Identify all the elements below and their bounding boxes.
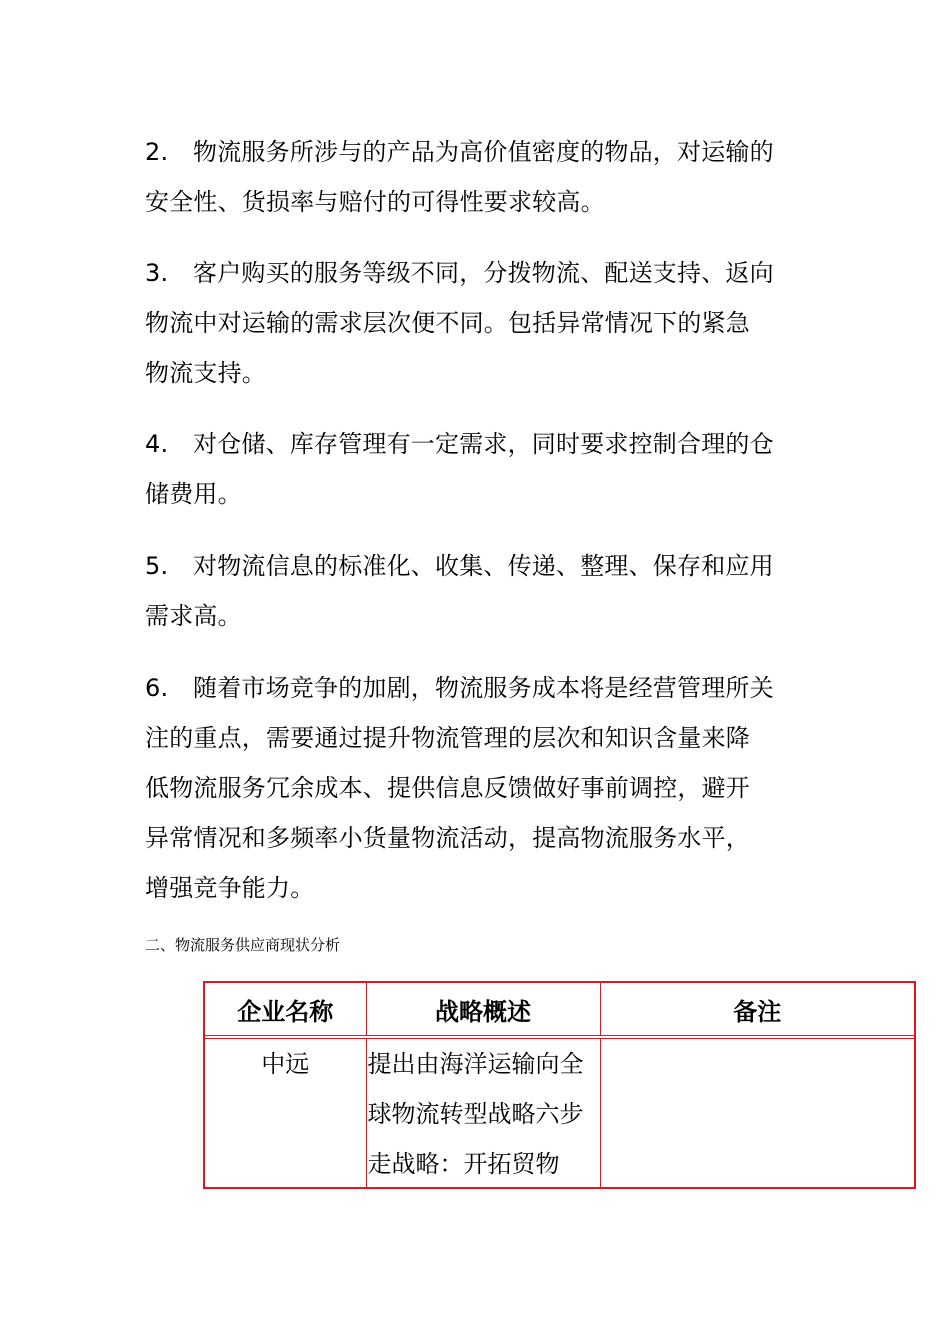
paragraph-line: 物流支持。: [145, 359, 266, 387]
section-heading: 二、物流服务供应商现状分析: [145, 936, 341, 954]
column-header-company: 企业名称: [205, 983, 366, 1037]
paragraph-number: 4.: [145, 430, 169, 458]
paragraph-4: [145, 419, 810, 519]
paragraph-5: [145, 541, 810, 641]
paragraph-text: 客户购买的服务等级不同，分拨物流、配送支持、返向: [193, 259, 774, 287]
paragraph-number: 6.: [145, 674, 169, 702]
cell-company: 中远: [205, 1037, 366, 1189]
table-row: [205, 1037, 914, 1189]
column-header-note: 备注: [600, 983, 914, 1037]
paragraph-line: 注的重点，需要通过提升物流管理的层次和知识含量来降: [145, 724, 750, 752]
paragraph-line: 需求高。: [145, 602, 242, 630]
paragraph-3: [145, 248, 810, 398]
paragraph-line: [145, 127, 810, 177]
paragraph-line: [145, 419, 810, 469]
summary-line: 球物流转型战略六步: [367, 1100, 584, 1128]
paragraph-2: [145, 127, 810, 227]
cell-strategy-summary: [366, 1037, 600, 1189]
paragraph-line: 储费用。: [145, 480, 242, 508]
paragraph-line: [145, 541, 810, 591]
paragraph-line: [145, 248, 810, 298]
paragraph-line: [145, 663, 810, 713]
paragraph-line: 安全性、货损率与赔付的可得性要求较高。: [145, 188, 605, 216]
paragraph-line: 增强竞争能力。: [145, 874, 315, 902]
paragraph-text: 随着市场竞争的加剧，物流服务成本将是经营管理所关: [193, 674, 774, 702]
paragraph-line: 异常情况和多频率小货量物流活动，提高物流服务水平，: [145, 824, 750, 852]
cell-note: [600, 1037, 914, 1189]
strategy-table: [205, 983, 914, 1189]
column-header-strategy: 战略概述: [366, 983, 600, 1037]
paragraph-number: 2.: [145, 138, 169, 166]
paragraph-line: 低物流服务冗余成本、提供信息反馈做好事前调控，避开: [145, 774, 750, 802]
paragraph-text: 对仓储、库存管理有一定需求，同时要求控制合理的仓: [193, 430, 774, 458]
paragraph-line: 物流中对运输的需求层次便不同。包括异常情况下的紧急: [145, 309, 750, 337]
paragraph-text: 对物流信息的标准化、收集、传递、整理、保存和应用: [193, 552, 774, 580]
table-header-row: [205, 983, 914, 1037]
paragraph-6: [145, 663, 810, 913]
summary-line: 走战略：开拓贸物: [367, 1150, 560, 1178]
strategy-table-frame: [203, 981, 916, 1189]
summary-line: 提出由海洋运输向全: [367, 1050, 584, 1078]
paragraph-number: 3.: [145, 259, 169, 287]
paragraph-text: 物流服务所涉与的产品为高价值密度的物品，对运输的: [193, 138, 774, 166]
paragraph-number: 5.: [145, 552, 169, 580]
